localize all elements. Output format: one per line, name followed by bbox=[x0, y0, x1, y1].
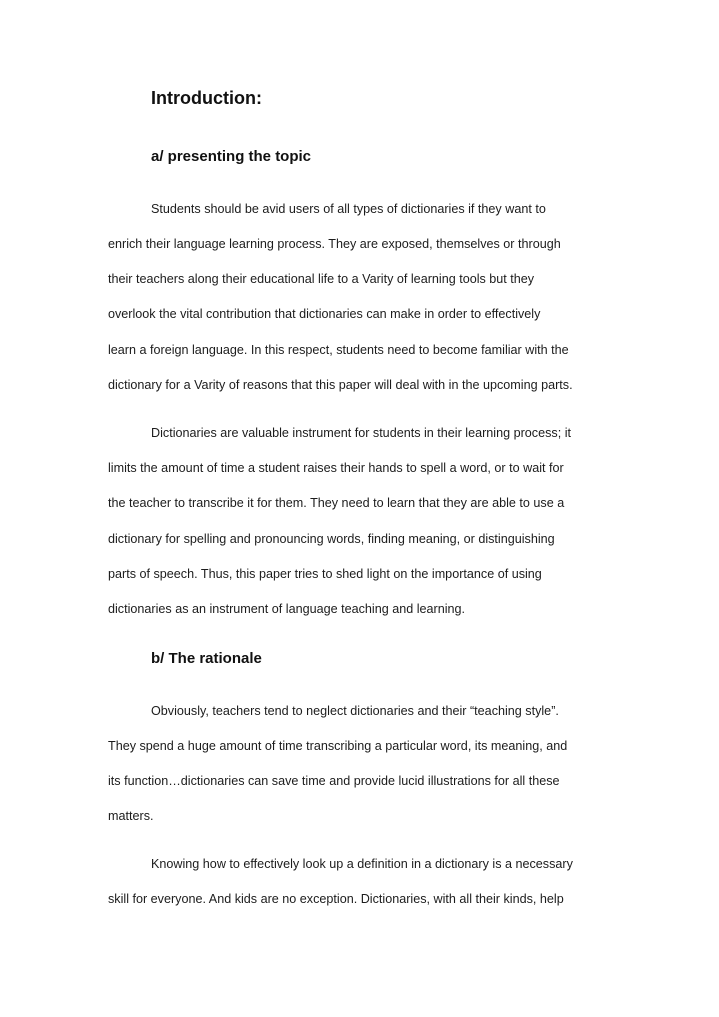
text-line: Dictionaries are valuable instrument for students in their learning process; it bbox=[151, 426, 571, 440]
document-title: Introduction: bbox=[151, 88, 262, 108]
text-line: overlook the vital contribution that dictionaries can make in order to effectively bbox=[108, 307, 541, 321]
text-line: the teacher to transcribe it for them. They need to learn that they are able to use a bbox=[108, 496, 565, 510]
section-b-heading: b/ The rationale bbox=[151, 650, 262, 667]
text-line: Obviously, teachers tend to neglect dictionaries and their “teaching style”. bbox=[151, 704, 559, 718]
text-line: dictionary for a Varity of reasons that this paper will deal with in the upcoming parts. bbox=[108, 378, 573, 392]
text-line: dictionaries as an instrument of language teaching and learning. bbox=[108, 602, 466, 616]
text-line: matters. bbox=[108, 809, 154, 823]
text-line: dictionary for spelling and pronouncing words, finding meaning, or distinguishing bbox=[108, 532, 555, 546]
text-line: enrich their language learning process. They are exposed, themselves or through bbox=[108, 237, 561, 251]
text-line: its function…dictionaries can save time and provide lucid illustrations for all these bbox=[108, 774, 560, 788]
section-a-heading: a/ presenting the topic bbox=[151, 148, 312, 165]
text-line: They spend a huge amount of time transcribing a particular word, its meaning, and bbox=[108, 739, 568, 753]
text-line: skill for everyone. And kids are no exception. Dictionaries, with all their kinds, help bbox=[108, 892, 564, 906]
text-line: learn a foreign language. In this respect, students need to become familiar with the bbox=[108, 343, 569, 357]
text-line: their teachers along their educational life to a Varity of learning tools but they bbox=[108, 272, 535, 286]
text-line: Students should be avid users of all types of dictionaries if they want to bbox=[151, 202, 546, 216]
text-line: Knowing how to effectively look up a definition in a dictionary is a necessary bbox=[151, 857, 573, 871]
text-line: limits the amount of time a student raises their hands to spell a word, or to wait for bbox=[108, 461, 564, 475]
text-line: parts of speech. Thus, this paper tries to shed light on the importance of using bbox=[108, 567, 542, 581]
